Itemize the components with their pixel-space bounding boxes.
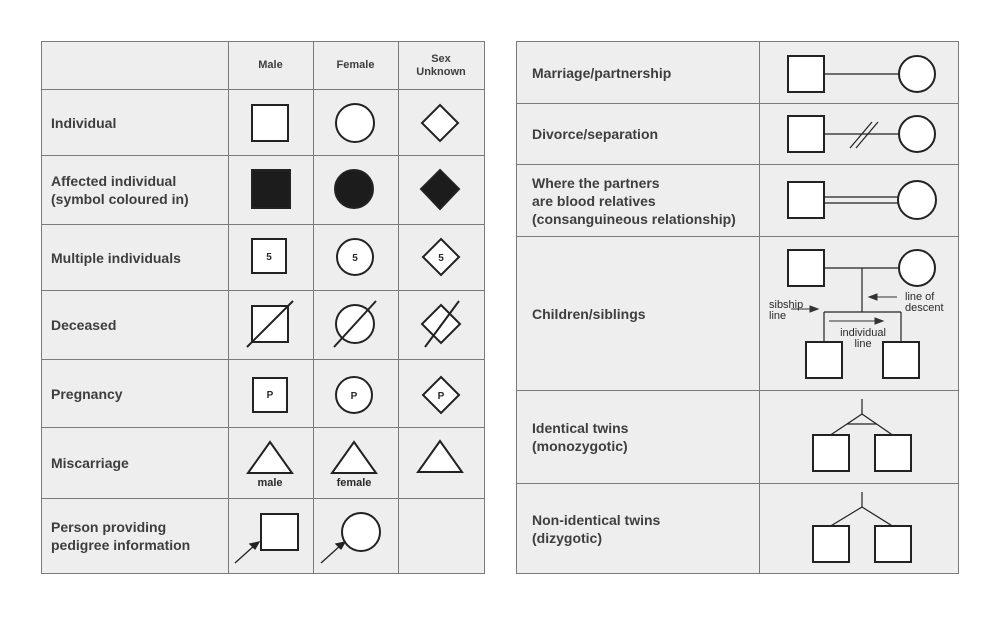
- male-square-symbol: [252, 105, 288, 141]
- male-partner-symbol: [788, 56, 824, 92]
- row-label-individual: Individual: [51, 114, 117, 131]
- affected-unknown-symbol: [421, 170, 459, 209]
- female-partner-symbol: [898, 181, 936, 219]
- symbol-table-individuals: [41, 41, 485, 574]
- twin-square-symbol: [813, 435, 849, 471]
- miscarriage-male-triangle: [248, 442, 292, 473]
- row-label-pregnancy: Pregnancy: [51, 385, 123, 402]
- annotation-individual-line: individual line: [840, 327, 886, 350]
- female-circle-symbol: [336, 104, 374, 142]
- row-label-children-siblings: Children/siblings: [532, 305, 646, 322]
- miscarriage-female-triangle: [332, 442, 376, 473]
- arrow-head: [875, 318, 883, 324]
- male-partner-symbol: [788, 116, 824, 152]
- multiple-count-female: 5: [352, 253, 358, 264]
- twin-square-symbol: [875, 526, 911, 562]
- female-partner-symbol: [899, 116, 935, 152]
- multiple-count-unknown: 5: [438, 253, 444, 264]
- arrow-icon: [321, 545, 341, 563]
- pregnancy-letter-male: P: [266, 390, 274, 401]
- row-label-marriage: Marriage/partnership: [532, 64, 672, 81]
- twin-branch: [829, 507, 862, 527]
- annotation-sibship-line: sibship line: [769, 299, 804, 322]
- twin-square-symbol: [875, 435, 911, 471]
- symbol-table-relationships: [516, 41, 959, 574]
- annotation-line-of-descent: line of descent: [905, 291, 944, 314]
- row-label-consanguineous: Where the partners are blood relatives (consanguineous relationship): [532, 174, 736, 227]
- affected-female-symbol: [335, 170, 373, 208]
- twin-branch: [829, 414, 862, 436]
- row-label-person-providing-info: Person providing pedigree information: [51, 519, 191, 553]
- row-label-affected-individual: Affected individual (symbol coloured in): [51, 173, 189, 207]
- column-header-male: Male: [258, 59, 283, 71]
- separation-slash: [850, 122, 872, 148]
- twin-branch: [862, 414, 894, 436]
- arrow-head: [810, 306, 818, 312]
- separation-slash: [856, 122, 878, 148]
- female-partner-symbol: [899, 56, 935, 92]
- proband-female-symbol: [342, 513, 380, 551]
- twin-square-symbol: [813, 526, 849, 562]
- sex-unknown-diamond-symbol: [422, 105, 458, 141]
- miscarriage-unknown-triangle: [418, 441, 462, 472]
- pregnancy-letter-unknown: P: [437, 391, 445, 402]
- affected-male-symbol: [252, 170, 290, 208]
- row-label-multiple-individuals: Multiple individuals: [51, 249, 181, 266]
- relationship-symbols: [517, 42, 960, 575]
- arrow-head: [869, 294, 877, 300]
- miscarriage-sublabel-male: male: [257, 477, 283, 489]
- row-label-divorce: Divorce/separation: [532, 126, 659, 142]
- parent-male-symbol: [788, 250, 824, 286]
- row-label-identical-twins: Identical twins (monozygotic): [532, 420, 629, 454]
- column-header-sex-unknown: Sex Unknown: [416, 52, 466, 78]
- proband-male-symbol: [261, 514, 298, 550]
- parent-female-symbol: [899, 250, 935, 286]
- pregnancy-letter-female: P: [350, 391, 358, 402]
- row-label-deceased: Deceased: [51, 317, 117, 333]
- male-partner-symbol: [788, 182, 824, 218]
- child-square-symbol: [883, 342, 919, 378]
- column-header-female: Female: [336, 59, 375, 71]
- twin-branch: [862, 507, 894, 527]
- miscarriage-sublabel-female: female: [336, 477, 372, 489]
- row-label-miscarriage: Miscarriage: [51, 455, 129, 471]
- multiple-count-male: 5: [266, 252, 272, 263]
- left-symbols: [42, 42, 486, 575]
- arrow-icon: [235, 545, 255, 563]
- child-square-symbol: [806, 342, 842, 378]
- row-label-non-identical-twins: Non-identical twins (dizygotic): [532, 511, 661, 546]
